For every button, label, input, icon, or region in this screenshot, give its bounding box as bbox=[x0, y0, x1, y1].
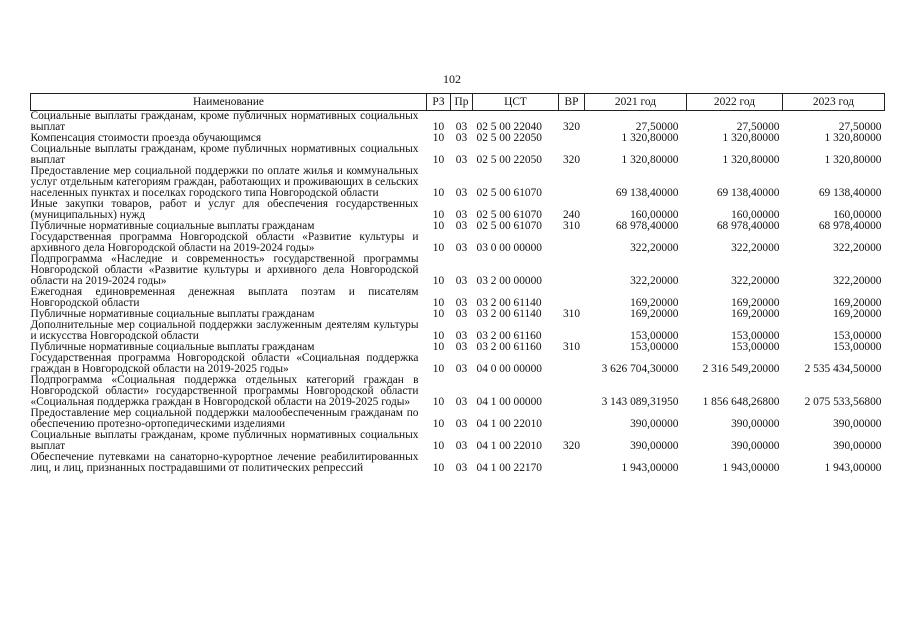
row-2023: 1 320,80000 bbox=[824, 132, 882, 144]
row-2023: 2 075 533,56800 bbox=[804, 396, 882, 408]
row-cst: 02 5 00 61070 bbox=[476, 209, 542, 221]
table-row bbox=[31, 452, 885, 474]
table-row bbox=[31, 287, 885, 309]
row-2022: 27,50000 bbox=[736, 121, 780, 133]
row-2021: 390,00000 bbox=[630, 440, 679, 452]
row-vr bbox=[559, 287, 585, 309]
row-name: Обеспечение путевками на санаторно-курортное лечение реабилитированных лиц, и лиц, признанных пострадавшими от политических репрессий bbox=[30, 451, 419, 474]
page-number: 102 bbox=[443, 72, 461, 86]
row-pr: 03 bbox=[455, 154, 468, 166]
row-cst: 03 0 00 00000 bbox=[476, 242, 542, 254]
row-2022: 390,00000 bbox=[731, 440, 780, 452]
row-name: Подпрограмма «Наследие и современность» государственной программы Новгородской области «Развитие культуры и архивного дела Новгородской области на 2019-2024 годы» bbox=[30, 253, 419, 287]
row-rz: 10 bbox=[432, 242, 445, 254]
row-rz: 10 bbox=[432, 297, 445, 309]
row-2021: 390,00000 bbox=[630, 418, 679, 430]
header-vr: ВР bbox=[559, 94, 585, 111]
row-cst: 04 1 00 22010 bbox=[476, 440, 542, 452]
row-cst: 04 1 00 00000 bbox=[476, 396, 542, 408]
row-name: Публичные нормативные социальные выплаты гражданам bbox=[30, 341, 315, 353]
row-rz: 10 bbox=[432, 187, 445, 199]
row-2022: 1 943,00000 bbox=[722, 462, 780, 474]
row-cst: 03 2 00 61160 bbox=[476, 330, 542, 342]
row-name: Предоставление мер социальной поддержки малообеспеченным гражданам по обеспечению протезно-ортопедическими изделиями bbox=[30, 407, 419, 430]
row-vr bbox=[559, 452, 585, 474]
row-2021: 3 626 704,30000 bbox=[601, 363, 679, 375]
row-2022: 390,00000 bbox=[731, 418, 780, 430]
row-vr: 240 bbox=[562, 209, 581, 221]
row-vr bbox=[559, 353, 585, 375]
table-row bbox=[31, 166, 885, 199]
table-row bbox=[31, 199, 885, 221]
row-2022: 2 316 549,20000 bbox=[702, 363, 780, 375]
row-pr: 03 bbox=[455, 330, 468, 342]
table-row bbox=[31, 144, 885, 166]
row-rz: 10 bbox=[432, 154, 445, 166]
row-pr: 03 bbox=[455, 242, 468, 254]
row-2022: 68 978,40000 bbox=[716, 220, 780, 232]
row-cst: 02 5 00 22050 bbox=[476, 154, 542, 166]
row-pr: 03 bbox=[455, 396, 468, 408]
row-2022: 160,00000 bbox=[731, 209, 780, 221]
row-2022: 1 856 648,26800 bbox=[702, 396, 780, 408]
row-name: Публичные нормативные социальные выплаты гражданам bbox=[30, 308, 315, 320]
table-row bbox=[31, 232, 885, 254]
row-name: Компенсация стоимости проезда обучающимся bbox=[30, 132, 262, 144]
row-name: Социальные выплаты гражданам, кроме публичных нормативных социальных выплат bbox=[30, 429, 419, 452]
row-vr bbox=[559, 375, 585, 408]
row-name: Предоставление мер социальной поддержки по оплате жилья и коммунальных услуг отдельным категориям граждан, работающих и проживающих в сельских населенных пунктах и поселках городского типа Новгородской области bbox=[30, 165, 419, 199]
row-2023: 390,00000 bbox=[833, 440, 882, 452]
row-vr bbox=[559, 166, 585, 199]
row-rz: 10 bbox=[432, 121, 445, 133]
row-vr: 310 bbox=[562, 341, 581, 353]
row-2023: 390,00000 bbox=[833, 418, 882, 430]
row-pr: 03 bbox=[455, 418, 468, 430]
row-pr: 03 bbox=[455, 363, 468, 375]
row-2023: 1 320,80000 bbox=[824, 154, 882, 166]
row-rz: 10 bbox=[432, 418, 445, 430]
row-2023: 322,20000 bbox=[833, 242, 882, 254]
row-2023: 153,00000 bbox=[833, 341, 882, 353]
row-cst: 02 5 00 22040 bbox=[476, 121, 542, 133]
row-rz: 10 bbox=[432, 275, 445, 287]
row-2021: 153,00000 bbox=[630, 341, 679, 353]
header-name: Наименование bbox=[31, 94, 427, 111]
row-2023: 69 138,40000 bbox=[818, 187, 882, 199]
row-2022: 322,20000 bbox=[731, 275, 780, 287]
row-pr: 03 bbox=[455, 341, 468, 353]
header-row bbox=[31, 94, 885, 111]
table-row bbox=[31, 111, 885, 134]
row-pr: 03 bbox=[455, 187, 468, 199]
table-row bbox=[31, 353, 885, 375]
row-2022: 169,20000 bbox=[731, 297, 780, 309]
row-name: Иные закупки товаров, работ и услуг для обеспечения государственных (муниципальных) нужд bbox=[30, 198, 419, 221]
table-row bbox=[31, 408, 885, 430]
row-rz: 10 bbox=[432, 308, 445, 320]
row-2023: 68 978,40000 bbox=[818, 220, 882, 232]
row-rz: 10 bbox=[432, 132, 445, 144]
row-pr: 03 bbox=[455, 121, 468, 133]
row-2022: 153,00000 bbox=[731, 341, 780, 353]
row-rz: 10 bbox=[432, 462, 445, 474]
row-vr: 310 bbox=[562, 308, 581, 320]
row-cst: 03 2 00 61160 bbox=[476, 341, 542, 353]
row-cst: 02 5 00 61070 bbox=[476, 220, 542, 232]
row-rz: 10 bbox=[432, 209, 445, 221]
row-rz: 10 bbox=[432, 396, 445, 408]
table-header bbox=[31, 94, 885, 111]
row-2023: 160,00000 bbox=[833, 209, 882, 221]
row-2023: 2 535 434,50000 bbox=[804, 363, 882, 375]
row-vr: 320 bbox=[562, 121, 581, 133]
row-pr: 03 bbox=[455, 132, 468, 144]
header-2023: 2023 год bbox=[783, 94, 885, 111]
row-vr bbox=[559, 232, 585, 254]
row-2021: 68 978,40000 bbox=[615, 220, 679, 232]
row-2021: 169,20000 bbox=[630, 308, 679, 320]
row-cst: 02 5 00 61070 bbox=[476, 187, 542, 199]
row-2022: 1 320,80000 bbox=[722, 132, 780, 144]
row-2022: 169,20000 bbox=[731, 308, 780, 320]
row-2023: 322,20000 bbox=[833, 275, 882, 287]
row-2023: 27,50000 bbox=[838, 121, 882, 133]
row-rz: 10 bbox=[432, 220, 445, 232]
header-2021: 2021 год bbox=[585, 94, 687, 111]
row-2021: 1 320,80000 bbox=[621, 154, 679, 166]
row-name: Государственная программа Новгородской области «Развитие культуры и архивного дела Новгородской области на 2019-2024 годы» bbox=[30, 231, 419, 254]
row-2021: 1 943,00000 bbox=[621, 462, 679, 474]
row-pr: 03 bbox=[455, 209, 468, 221]
row-2021: 153,00000 bbox=[630, 330, 679, 342]
row-pr: 03 bbox=[455, 462, 468, 474]
row-cst: 04 1 00 22010 bbox=[476, 418, 542, 430]
row-rz: 10 bbox=[432, 341, 445, 353]
row-name: Государственная программа Новгородской области «Социальная поддержка граждан в Новгородской области на 2019-2025 годы» bbox=[30, 352, 419, 375]
row-pr: 03 bbox=[455, 297, 468, 309]
header-cst: ЦСТ bbox=[473, 94, 559, 111]
row-vr bbox=[559, 320, 585, 342]
row-2021: 160,00000 bbox=[630, 209, 679, 221]
row-2023: 169,20000 bbox=[833, 308, 882, 320]
row-rz: 10 bbox=[432, 330, 445, 342]
row-2023: 153,00000 bbox=[833, 330, 882, 342]
row-vr: 320 bbox=[562, 440, 581, 452]
row-cst: 04 0 00 00000 bbox=[476, 363, 542, 375]
table-row bbox=[31, 375, 885, 408]
row-2023: 169,20000 bbox=[833, 297, 882, 309]
row-vr bbox=[559, 133, 585, 144]
row-2023: 1 943,00000 bbox=[824, 462, 882, 474]
budget-table bbox=[30, 93, 885, 474]
header-pr: Пр bbox=[451, 94, 473, 111]
row-rz: 10 bbox=[432, 440, 445, 452]
row-name: Социальные выплаты гражданам, кроме публичных нормативных социальных выплат bbox=[30, 143, 419, 166]
row-cst: 03 2 00 61140 bbox=[476, 308, 542, 320]
row-vr: 310 bbox=[562, 220, 581, 232]
row-2022: 322,20000 bbox=[731, 242, 780, 254]
row-2022: 69 138,40000 bbox=[716, 187, 780, 199]
row-vr bbox=[559, 408, 585, 430]
row-2022: 153,00000 bbox=[731, 330, 780, 342]
row-2021: 3 143 089,31950 bbox=[601, 396, 679, 408]
row-name: Социальные выплаты гражданам, кроме публичных нормативных социальных выплат bbox=[30, 110, 419, 133]
row-2022: 1 320,80000 bbox=[722, 154, 780, 166]
row-pr: 03 bbox=[455, 220, 468, 232]
row-name: Подпрограмма «Социальная поддержка отдельных категорий граждан в Новгородской области» государственной программы Новгородской области «Социальная поддержка граждан в Новгородской области на 2019-2025 годы» bbox=[30, 374, 419, 408]
row-name: Дополнительные мер социальной поддержки заслуженным деятелям культуры и искусства Новгородской области bbox=[30, 319, 419, 342]
row-cst: 04 1 00 22170 bbox=[476, 462, 542, 474]
table-row bbox=[31, 320, 885, 342]
table-row bbox=[31, 254, 885, 287]
row-rz: 10 bbox=[432, 363, 445, 375]
row-vr bbox=[559, 254, 585, 287]
row-2021: 1 320,80000 bbox=[621, 132, 679, 144]
table-body bbox=[31, 111, 885, 475]
header-2022: 2022 год bbox=[687, 94, 783, 111]
row-2021: 69 138,40000 bbox=[615, 187, 679, 199]
header-rz: РЗ bbox=[427, 94, 451, 111]
row-name: Ежегодная единовременная денежная выплата поэтам и писателям Новгородской области bbox=[30, 286, 419, 309]
row-cst: 03 2 00 00000 bbox=[476, 275, 542, 287]
row-pr: 03 bbox=[455, 308, 468, 320]
row-cst: 02 5 00 22050 bbox=[476, 132, 542, 144]
row-name: Публичные нормативные социальные выплаты гражданам bbox=[30, 220, 315, 232]
row-2021: 322,20000 bbox=[630, 275, 679, 287]
row-2021: 169,20000 bbox=[630, 297, 679, 309]
table-row bbox=[31, 430, 885, 452]
row-vr: 320 bbox=[562, 154, 581, 166]
row-cst: 03 2 00 61140 bbox=[476, 297, 542, 309]
row-pr: 03 bbox=[455, 440, 468, 452]
row-pr: 03 bbox=[455, 275, 468, 287]
row-2021: 322,20000 bbox=[630, 242, 679, 254]
row-2021: 27,50000 bbox=[635, 121, 679, 133]
